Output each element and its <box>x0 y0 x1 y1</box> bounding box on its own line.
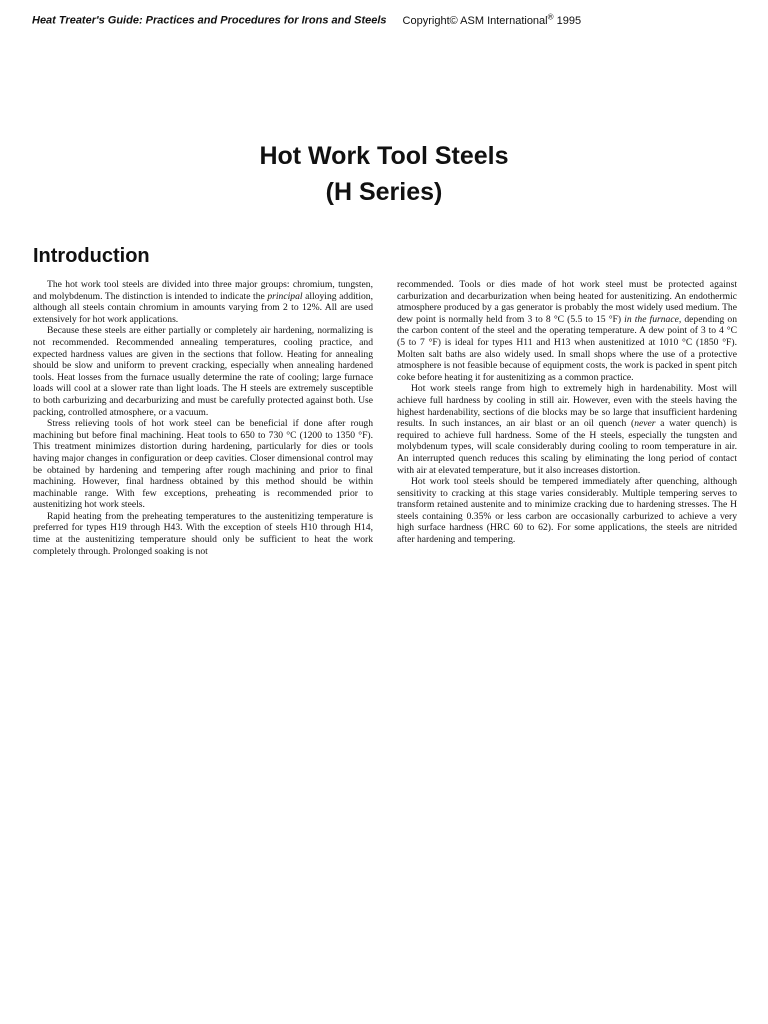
paragraph: recommended. Tools or dies made of hot work steel must be protected against carburization and decarburization when being heated for austenitizing. An endothermic atmosphere produced by a gas generator is probably the most widely used medium. The dew point is normally held from 3 to 8 °C (5.5 to 15 °F) in the furnace, depending on the carbon content of the steel and the operating temperature. A dew point of 3 to 4 °C (5 to 7 °F) is ideal for types H11 and H13 when austenitized at 1010 °C (1850 °F). Molten salt baths are also widely used. In small shops where the use of a protective atmosphere is not feasible because of equipment costs, the work is packed in spent pitch coke before heating it for austenitizing as a common practice. <box>397 279 737 383</box>
registered-mark: ® <box>547 12 554 21</box>
paragraph: Rapid heating from the preheating temperatures to the austenitizing temperature is preferred for types H19 through H43. With the exception of steels H10 through H14, time at the austenitizing temperature should only be sufficient to heat the work completely through. Prolonged soaking is not <box>33 510 373 557</box>
section-heading: Introduction <box>33 245 150 267</box>
right-column <box>397 279 737 639</box>
title-line-2: (H Series) <box>325 178 443 206</box>
paragraph: Stress relieving tools of hot work steel can be beneficial if done after rough machining but before final machining. Heat tools to 650 to 730 °C (1200 to 1350 °F). This treatment minimizes distortion during hardening, particularly for dies or tools having major changes in configuration or deep cavities. Closer dimensional control may be obtained by hardening and tempering after rough machining and prior to final machining. However, final hardness obtained by this method should be within machinable range. With few exceptions, preheating is recommended prior to austenitizing hot work steels. <box>33 418 373 511</box>
running-header <box>32 10 748 28</box>
book-title: Heat Treater's Guide: Practices and Procedures for Irons and Steels <box>32 14 387 27</box>
paragraph: Because these steels are either partially or completely air hardening, normalizing is not recommended. Recommended annealing temperatures, cooling practice, and expected hardness values are given in the sections that follow. Heating for annealing should be slow and uniform to prevent cracking, especially when annealing hardened tools. Heat losses from the furnace usually determine the rate of cooling; large furnace loads will cool at a slower rate than light loads. The H steels are extremely susceptible to both carburizing and decarburizing and must be carefully protected against both. Use packing, controlled atmosphere, or a vacuum. <box>33 325 373 418</box>
paragraph: Hot work tool steels should be tempered immediately after quenching, although sensitivity to cracking at this stage varies considerably. Multiple tempering serves to transform retained austenite and to minimize cracking due to hardening stresses. The H steels containing 0.35% or less carbon are occasionally carburized to achieve a very high surface hardness (HRC 60 to 62). For some applications, the steels are nitrided after hardening and tempering. <box>397 476 737 546</box>
left-column <box>33 279 373 639</box>
paragraph: Hot work steels range from high to extremely high in hardenability. Most will achieve full hardness by cooling in still air. However, even with the steels having the highest hardenability, sections of die blocks may be so large that insufficient hardening results. In such instances, an air blast or an oil quench (never a water quench) is required to achieve full hardness. Some of the H steels, especially the tungsten and molybdenum types, will scale considerably during cooling to room temperature in air. An interrupted quench reduces this scaling by eliminating the long period of contact with air at elevated temperature, but it also increases distortion. <box>397 383 737 476</box>
copyright-year: 1995 <box>556 14 582 27</box>
copyright-notice: Copyright© ASM International® 1995 <box>402 12 582 27</box>
title-line-1: Hot Work Tool Steels <box>259 142 509 170</box>
page-title <box>0 138 768 210</box>
paragraph: The hot work tool steels are divided into three major groups: chromium, tungsten, and molybdenum. The distinction is intended to indicate the principal alloying addition, although all steels contain chromium in amounts varying from 2 to 12%. All are used extensively for hot work applications. <box>33 279 373 325</box>
